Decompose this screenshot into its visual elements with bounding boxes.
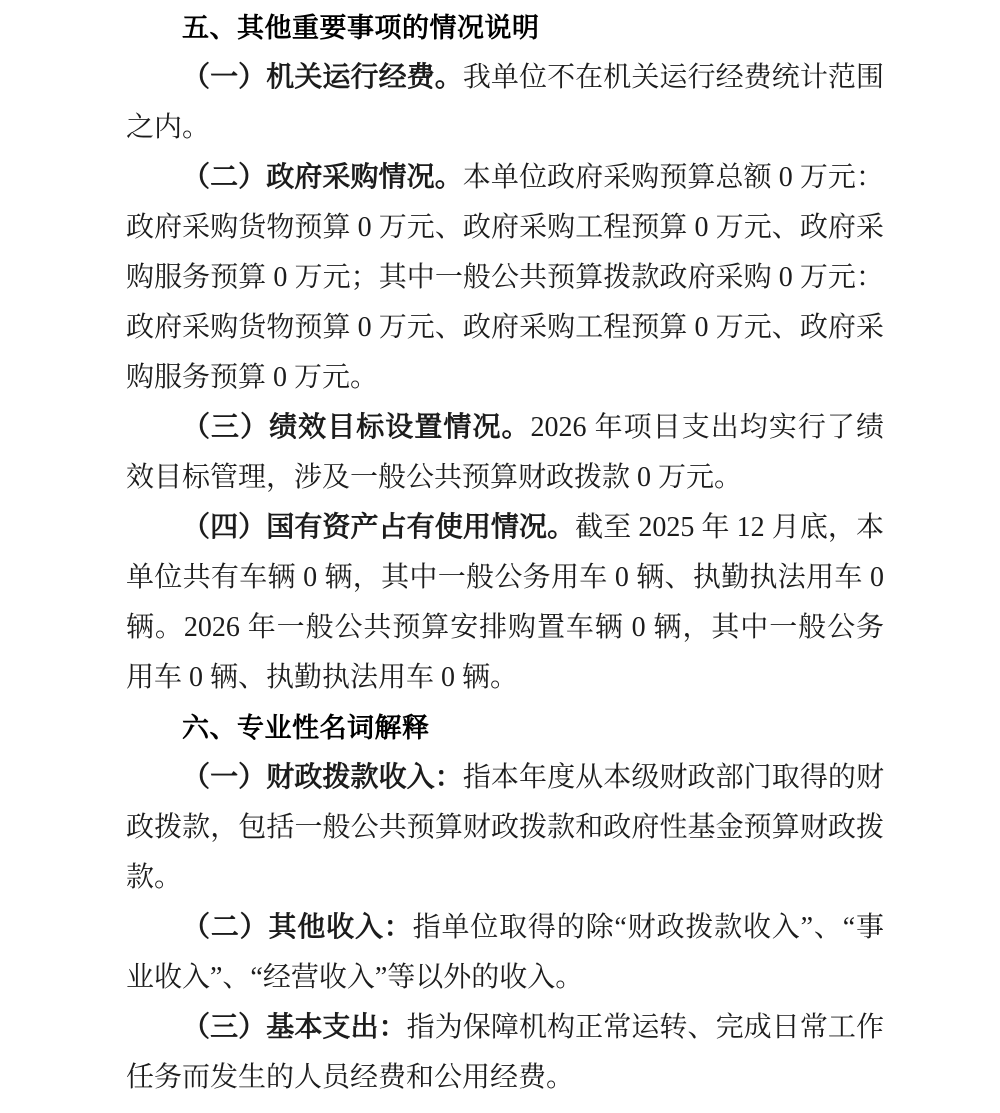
paragraph-body: 指本年度从本级财政部门取得的财政拨款，包括一般公共预算财政拨款和政府性基金预算财政拨款。 bbox=[126, 762, 884, 893]
paragraph-body: 指单位取得的除“财政拨款收入”、“事业收入”、“经营收入”等以外的收入。 bbox=[126, 912, 884, 993]
paragraph-lead: （一）财政拨款收入： bbox=[182, 762, 463, 793]
paragraph-body: 2026 年项目支出均实行了绩效目标管理，涉及一般公共预算财政拨款 0 万元。 bbox=[126, 412, 884, 493]
section-heading-other-important-matters: 五、其他重要事项的情况说明 bbox=[182, 13, 540, 43]
paragraph-lead: （三）绩效目标设置情况。 bbox=[182, 412, 531, 443]
paragraph-agency-operating-funds bbox=[126, 53, 884, 153]
paragraph-lead: （一）机关运行经费。 bbox=[182, 62, 463, 93]
paragraph-body: 本单位政府采购预算总额 0 万元：政府采购货物预算 0 万元、政府采购工程预算 0 万元、政府采购服务预算 0 万元；其中一般公共预算拨款政府采购 0 万元：政府采购货物预算 0 万元、政府采购工程预算 0 万元、政府采购服务预算 0 万元。 bbox=[126, 162, 884, 393]
paragraph-body: 截至 2025 年 12 月底，本单位共有车辆 0 辆，其中一般公务用车 0 辆、执勤执法用车 0 辆。2026 年一般公共预算安排购置车辆 0 辆，其中一般公务用车 0 辆、执勤执法用车 0 辆。 bbox=[126, 512, 884, 693]
paragraph-government-procurement bbox=[126, 153, 884, 403]
paragraph-performance-targets bbox=[126, 403, 884, 503]
section-heading-terminology: 六、专业性名词解释 bbox=[182, 713, 430, 743]
paragraph-state-owned-assets bbox=[126, 503, 884, 703]
paragraph-body: 指为保障机构正常运转、完成日常工作任务而发生的人员经费和公用经费。 bbox=[126, 1012, 884, 1093]
paragraph-lead: （三）基本支出： bbox=[182, 1012, 407, 1043]
paragraph-body: 我单位不在机关运行经费统计范围之内。 bbox=[126, 62, 884, 143]
paragraph-lead: （二）其他收入： bbox=[182, 912, 413, 943]
paragraph-fiscal-appropriation-income bbox=[126, 753, 884, 903]
paragraph-lead: （二）政府采购情况。 bbox=[182, 162, 463, 193]
paragraph-lead: （四）国有资产占有使用情况。 bbox=[182, 512, 576, 543]
paragraph-basic-expenditure bbox=[126, 1003, 884, 1103]
paragraph-other-income bbox=[126, 903, 884, 1003]
